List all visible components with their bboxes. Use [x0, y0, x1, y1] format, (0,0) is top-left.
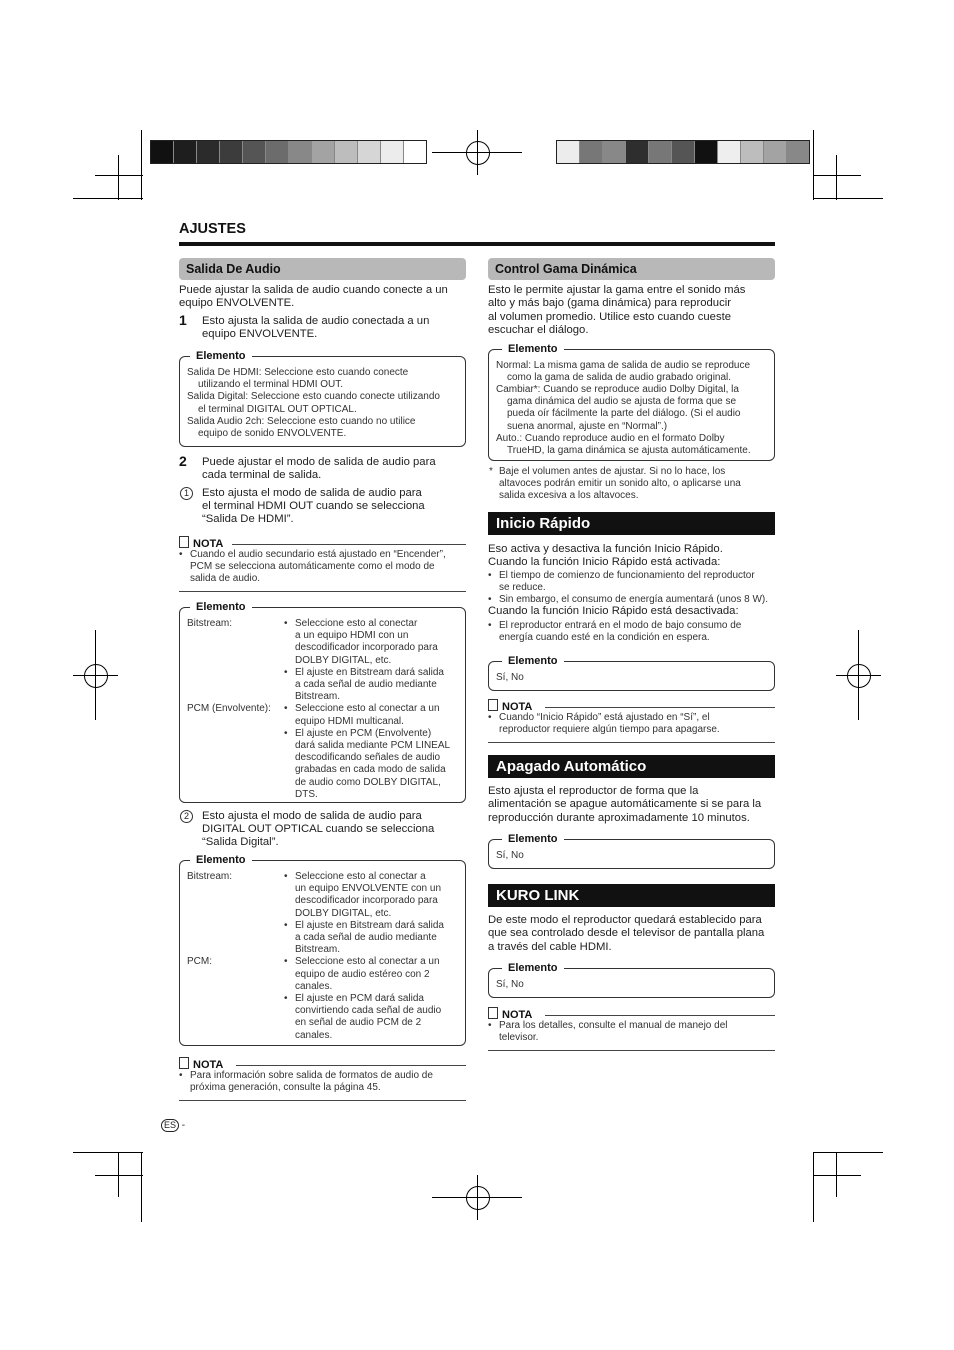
note-icon: [179, 536, 189, 548]
step-1-line1: Esto ajusta la salida de audio conectada a un: [202, 315, 430, 327]
bullet-dot: •: [284, 919, 288, 931]
substep-2-line2: DIGITAL OUT OPTICAL cuando se selecciona: [202, 823, 435, 835]
color-swatch: [557, 141, 580, 163]
bullet-line: Seleccione esto al conectar a un: [295, 703, 440, 715]
apagado-intro-line: Esto ajusta el reproductor de forma que la: [488, 785, 699, 797]
control-box-line: como la gama de salida de audio grabado original.: [507, 372, 732, 384]
control-box-line: pueda oír fácilmente la parte del diálogo. (Si el audio: [507, 408, 741, 420]
elemento-label: Elemento: [190, 350, 252, 362]
color-swatch: [787, 141, 809, 163]
box2-key-pcm: PCM (Envolvente):: [187, 703, 271, 714]
elemento-label: Elemento: [502, 655, 564, 667]
color-swatch: [289, 141, 312, 163]
inicio-box-value: Sí, No: [496, 672, 524, 683]
note-icon: [179, 1057, 189, 1069]
elemento-label: Elemento: [190, 854, 252, 866]
bullet-line: equipo de audio estéreo con 2: [295, 968, 430, 980]
step-2-line1: Puede ajustar el modo de salida de audio para: [202, 456, 436, 468]
color-swatch: [672, 141, 695, 163]
salida-intro-line2: equipo ENVOLVENTE.: [179, 297, 295, 309]
bullet-line: El ajuste en Bitstream dará salida: [295, 919, 444, 931]
nota-1-bottom-rule: [179, 591, 466, 592]
color-swatch: [243, 141, 266, 163]
control-intro-line: al volumen promedio. Utilice esto cuando cueste: [488, 310, 732, 323]
color-swatch: [603, 141, 626, 163]
page-dash: -: [181, 1120, 186, 1131]
bullet-line: El ajuste en PCM dará salida: [295, 993, 424, 1004]
kuro-intro-line: De este modo el reproductor quedará establecido para: [488, 914, 762, 926]
control-box-line: Auto.: Cuando reproduce audio en el formato Dolby: [496, 432, 725, 444]
apagado-box-value: Sí, No: [496, 850, 524, 861]
color-swatch: [381, 141, 404, 163]
salida-intro-line1: Puede ajustar la salida de audio cuando conecte a un: [179, 284, 448, 296]
control-footnote-line: altavoces podrán emitir un sonido alto, o aplicarse una: [499, 478, 741, 490]
note-icon: [488, 1007, 498, 1019]
color-swatch: [220, 141, 243, 163]
color-swatch: [174, 141, 197, 163]
bullet-line: un equipo ENVOLVENTE con un: [295, 883, 442, 895]
substep-1-line2: el terminal HDMI OUT cuando se selecciona: [202, 500, 425, 512]
nota-inicio-bottom-rule: [488, 742, 775, 743]
bullet-line: convirtiendo cada señal de audio: [295, 1005, 442, 1017]
color-swatch: [580, 141, 603, 163]
bullet-line: equipo HDMI multicanal.: [295, 715, 404, 727]
title-rule: [179, 242, 775, 246]
color-bar-left: [150, 140, 427, 164]
box1-line6: equipo de sonido ENVOLVENTE.: [198, 428, 347, 439]
bullet-line: descodificador incorporado para: [295, 895, 438, 907]
nota-kuro-rule: [545, 1015, 775, 1016]
box2-key-bitstream: Bitstream:: [187, 618, 233, 629]
bullet-line: Bitstream.: [295, 944, 341, 956]
bullet-line: grabadas en cada modo de salida: [295, 764, 446, 776]
substep-2-number: 2: [180, 810, 193, 823]
bullet-line: dará salida mediante PCM LINEAL: [295, 740, 451, 751]
bullet-line: DTS.: [295, 788, 318, 800]
box3-key-pcm: PCM:: [187, 956, 212, 967]
substep-1-number: 1: [180, 487, 193, 500]
control-box-line: Cambiar*: Cuando se reproduce audio Dolby Digital, la: [496, 384, 739, 396]
bullet-dot: •: [284, 618, 288, 629]
apagado-intro-line: alimentación se apague automáticamente si se para la: [488, 798, 762, 811]
apagado-intro-line: reproducción durante aproximadamente 10 minutos.: [488, 811, 750, 824]
inicio-rapido-heading: Inicio Rápido: [488, 512, 775, 535]
bullet-dot: •: [284, 956, 288, 968]
note-icon: [488, 699, 498, 711]
control-intro-line: Esto le permite ajustar la gama entre el sonido más: [488, 284, 746, 296]
inicio-bullet-3: • El reproductor entrará en el modo de bajo consumo de energía cuando esté en la condición en espera.: [488, 620, 742, 643]
nota-inicio: NOTA: [488, 699, 532, 713]
nota-2-bottom-rule: [179, 1100, 466, 1101]
step-2-line2: cada terminal de salida.: [202, 469, 322, 481]
control-intro-line: escuchar el diálogo.: [488, 324, 589, 337]
bullet-dot: •: [284, 727, 288, 739]
color-swatch: [312, 141, 335, 163]
color-swatch: [266, 141, 289, 163]
bullet-line: a un equipo HDMI con un: [295, 630, 409, 642]
color-swatch: [151, 141, 174, 163]
bullet-line: El ajuste en Bitstream dará salida: [295, 666, 444, 678]
bullet-line: descodificador incorporado para: [295, 642, 438, 654]
box1-line2: utilizando el terminal HDMI OUT.: [198, 379, 344, 390]
substep-1-line1: Esto ajusta el modo de salida de audio para: [202, 487, 422, 499]
elemento-label: Elemento: [502, 343, 564, 355]
bullet-line: a cada señal de audio mediante: [295, 679, 437, 690]
inicio-line3: Cuando la función Inicio Rápido está desactivada:: [488, 605, 739, 617]
color-swatch: [404, 141, 426, 163]
box1-line5: Salida Audio 2ch: Seleccione esto cuando no utilice: [187, 416, 416, 427]
bullet-line: a cada señal de audio mediante: [295, 932, 437, 943]
page-number: [161, 1119, 185, 1132]
substep-1-line3: “Salida De HDMI”.: [202, 513, 294, 525]
bullet-line: El ajuste en PCM (Envolvente): [295, 727, 432, 739]
bullet-line: DOLBY DIGITAL, etc.: [295, 907, 392, 919]
box1-line4: el terminal DIGITAL OUT OPTICAL.: [198, 404, 357, 415]
bullet-dot: •: [284, 666, 288, 678]
control-box-line: TrueHD, la gama dinámica se ajusta automáticamente.: [507, 444, 751, 456]
color-swatch: [626, 141, 649, 163]
control-gama-heading: Control Gama Dinámica: [488, 258, 775, 280]
kuro-intro-line: que sea controlado desde el televisor de pantalla plana: [488, 927, 765, 940]
color-swatch: [718, 141, 741, 163]
elemento-label: Elemento: [502, 833, 564, 845]
color-swatch: [358, 141, 381, 163]
bullet-line: en señal de audio PCM de 2: [295, 1017, 422, 1029]
kuro-link-heading: KURO LINK: [488, 884, 775, 907]
inicio-line2: Cuando la función Inicio Rápido está activada:: [488, 556, 721, 568]
color-swatch: [741, 141, 764, 163]
nota-2: NOTA: [179, 1057, 223, 1071]
bullet-dot: •: [284, 703, 288, 715]
nota-kuro-bullet: • Para los detalles, consulte el manual de manejo del televisor.: [488, 1020, 728, 1043]
footnote-mark: *: [489, 466, 493, 477]
box3-key-bitstream: Bitstream:: [187, 871, 233, 882]
elemento-label: Elemento: [190, 601, 252, 613]
kuro-intro-line: a través del cable HDMI.: [488, 940, 612, 953]
bullet-dot: •: [284, 871, 288, 882]
step-2-number: 2: [179, 453, 187, 469]
color-swatch: [197, 141, 220, 163]
box1-line3: Salida Digital: Seleccione esto cuando conecte utilizando: [187, 391, 440, 402]
bullet-line: descodificando señales de audio: [295, 752, 441, 764]
bullet-line: canales.: [295, 980, 333, 992]
bullet-dot: •: [284, 993, 288, 1004]
bullet-line: Seleccione esto al conectar: [295, 618, 418, 629]
bullet-line: Seleccione esto al conectar a un: [295, 956, 440, 968]
salida-audio-heading: Salida De Audio: [179, 258, 466, 280]
control-box-line: suena anormal, ajuste en “Normal”.): [507, 420, 668, 432]
bullet-line: canales.: [295, 1029, 333, 1041]
color-bar-right: [556, 140, 810, 164]
color-swatch: [695, 141, 718, 163]
bullet-line: DOLBY DIGITAL, etc.: [295, 654, 392, 666]
bullet-line: de audio como DOLBY DIGITAL,: [295, 776, 441, 788]
substep-2-line1: Esto ajusta el modo de salida de audio para: [202, 810, 422, 822]
step-1-number: 1: [179, 312, 187, 328]
bullet-line: Bitstream.: [295, 691, 341, 703]
nota-inicio-rule: [545, 707, 775, 708]
inicio-line1: Eso activa y desactiva la función Inicio Rápido.: [488, 543, 723, 555]
box1-line1: Salida De HDMI: Seleccione esto cuando conecte: [187, 367, 409, 378]
control-box-line: Normal: La misma gama de salida de audio se reproduce: [496, 360, 751, 371]
elemento-label: Elemento: [502, 962, 564, 974]
control-intro-line: alto y más bajo (gama dinámica) para reproducir: [488, 297, 731, 310]
nota-2-bullet: • Para información sobre salida de formatos de audio de próxima generación, consulte la página 45.: [179, 1070, 433, 1093]
page-title: AJUSTES: [179, 221, 246, 237]
step-1-line2: equipo ENVOLVENTE.: [202, 328, 318, 340]
color-swatch: [764, 141, 787, 163]
color-swatch: [649, 141, 672, 163]
substep-2-line3: “Salida Digital”.: [202, 836, 279, 848]
control-footnote-line: salida excesiva a los altavoces.: [499, 490, 639, 502]
kuro-box-value: Sí, No: [496, 979, 524, 990]
color-swatch: [335, 141, 358, 163]
nota-1-rule: [232, 544, 466, 545]
nota-inicio-bullet: • Cuando “Inicio Rápido” está ajustado en “Sí”, el reproductor requiere algún tiempo para apagarse.: [488, 712, 720, 735]
control-box-line: gama dinámica del audio se ajusta de forma que se: [507, 396, 737, 408]
nota-kuro-bottom-rule: [488, 1050, 775, 1051]
control-footnote-line: Baje el volumen antes de ajustar. Si no lo hace, los: [499, 466, 726, 477]
nota-2-rule: [236, 1065, 466, 1066]
apagado-heading: Apagado Automático: [488, 755, 775, 778]
nota-1: NOTA: [179, 536, 223, 550]
inicio-bullet-2: • Sin embargo, el consumo de energía aumentará (unos 8 W).: [488, 594, 769, 605]
nota-kuro: NOTA: [488, 1007, 532, 1021]
language-badge: ES: [161, 1119, 179, 1132]
nota-1-bullet: • Cuando el audio secundario está ajustado en “Encender”, PCM se selecciona automáticamente como el modo de salida de audio.: [179, 549, 446, 584]
bullet-line: Seleccione esto al conectar a: [295, 871, 426, 882]
inicio-bullet-1: • El tiempo de comienzo de funcionamiento del reproductor se reduce.: [488, 570, 755, 593]
